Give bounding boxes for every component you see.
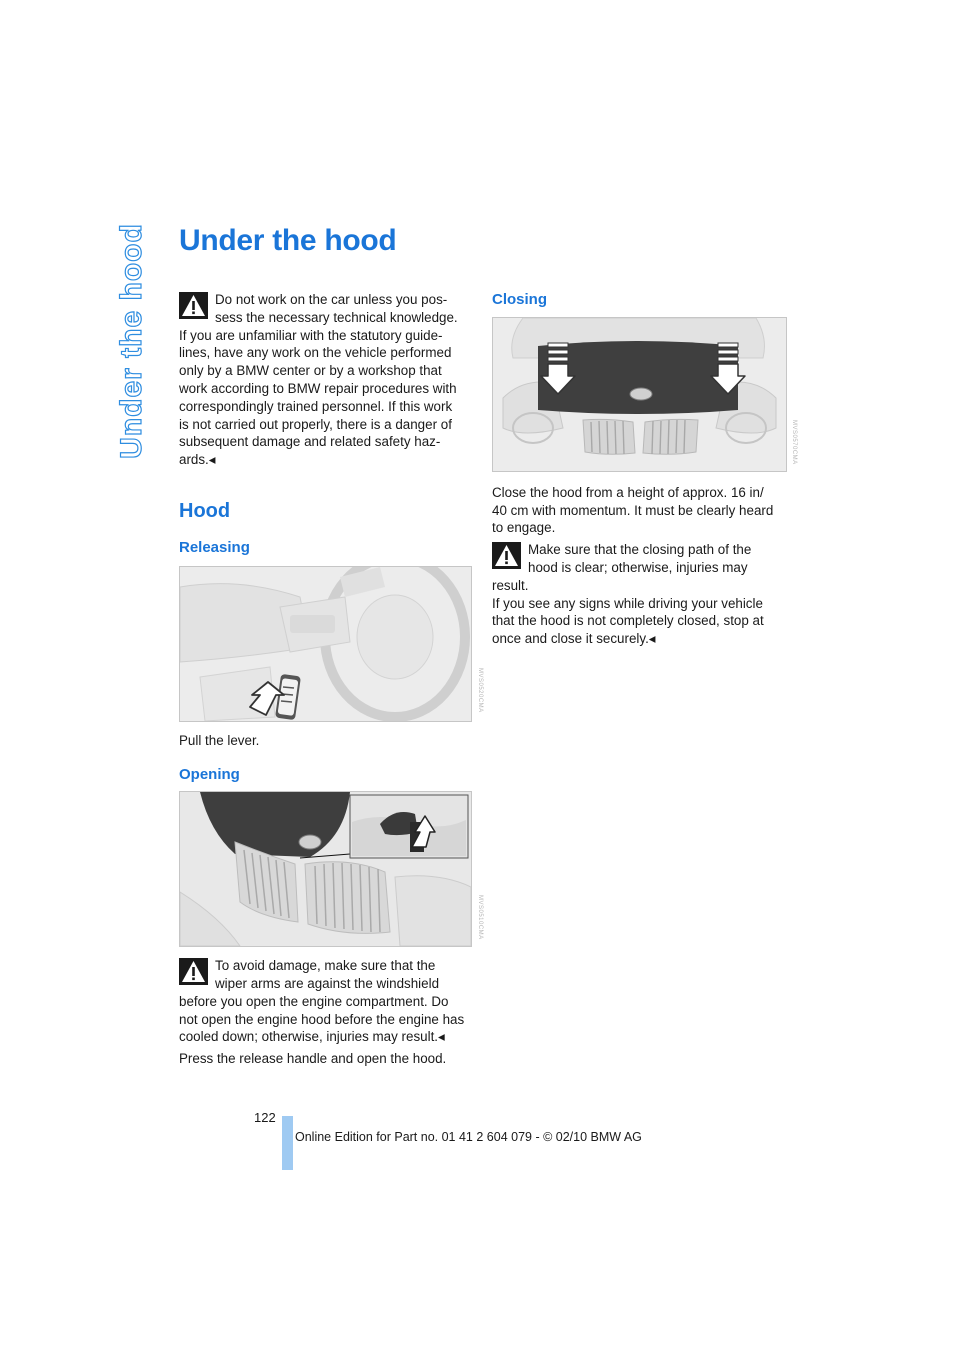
closing-note-line: that the hood is not completely closed, stop at (492, 613, 764, 629)
closing-note-line: once and close it securely.◂ (492, 631, 656, 647)
warning-intro-line: Do not work on the car unless you pos- (215, 292, 448, 307)
right-column (492, 291, 787, 648)
warning-opening-line: wiper arms are against the windshield (215, 975, 440, 991)
closing-illustration (492, 317, 787, 472)
left-column (179, 291, 471, 1068)
warning-triangle-icon (179, 958, 208, 985)
releasing-image-code: MVS0520CMA (477, 668, 483, 713)
opening-image-code: MVS0510CMA (477, 895, 483, 940)
opening-illustration (179, 791, 472, 947)
footer-text: Online Edition for Part no. 01 41 2 604 079 - © 02/10 BMW AG (295, 1130, 642, 1144)
warning-intro-line: lines, have any work on the vehicle performed (179, 345, 452, 361)
opening-text: Press the release handle and open the hood. (179, 1051, 447, 1067)
warning-closing-line: result. (492, 577, 529, 593)
releasing-illustration (179, 566, 472, 722)
warning-opening-line: not open the engine hood before the engine has (179, 1011, 465, 1027)
warning-intro (179, 291, 471, 469)
warning-intro-line: ards.◂ (179, 452, 216, 468)
hood-closing-drawing (493, 318, 786, 471)
closing-heading: Closing (492, 291, 547, 308)
warning-closing-line: Make sure that the closing path of the (528, 542, 752, 558)
warning-intro-line: is not carried out properly, there is a danger of (179, 416, 452, 432)
warning-closing (492, 541, 787, 594)
closing-note-line: If you see any signs while driving your vehicle (492, 595, 763, 611)
warning-opening-line: To avoid damage, make sure that the (215, 958, 436, 974)
warning-closing-line: hood is clear; otherwise, injuries may (528, 559, 748, 575)
warning-triangle-icon (492, 542, 521, 569)
footer-bar (282, 1116, 293, 1170)
closing-text-line: 40 cm with momentum. It must be clearly heard (492, 502, 774, 518)
page-number: 122 (254, 1110, 276, 1125)
warning-intro-line: subsequent damage and related safety haz- (179, 434, 441, 450)
releasing-heading: Releasing (179, 538, 250, 556)
page-title: Under the hood (179, 224, 397, 257)
releasing-text: Pull the lever. (179, 732, 260, 748)
side-tab (112, 223, 152, 459)
closing-text-line: to engage. (492, 520, 556, 536)
warning-intro-line: sess the necessary technical knowledge. (215, 309, 458, 325)
closing-text-line: Close the hood from a height of approx. 16 in/ (492, 484, 764, 500)
hood-release-drawing (180, 792, 471, 946)
closing-image-code: MVS0570CMA (791, 420, 797, 465)
warning-triangle-icon (179, 292, 208, 319)
warning-opening-line: cooled down; otherwise, injuries may result.◂ (179, 1029, 445, 1045)
warning-intro-line: only by a BMW center or by a workshop that (179, 363, 442, 379)
closing-text (492, 484, 787, 537)
warning-intro-line: If you are unfamiliar with the statutory guide- (179, 327, 443, 343)
interior-lever-drawing (180, 567, 471, 721)
warning-intro-line: work according to BMW repair procedures with (179, 380, 457, 396)
hood-heading: Hood (179, 499, 231, 522)
closing-note (492, 595, 787, 648)
warning-opening-line: before you open the engine compartment. Do (179, 993, 449, 1009)
opening-heading: Opening (179, 766, 240, 784)
warning-opening (179, 957, 471, 1046)
side-tab-label: Under the hood (115, 223, 148, 459)
warning-intro-line: correspondingly trained personnel. If this work (179, 398, 453, 414)
